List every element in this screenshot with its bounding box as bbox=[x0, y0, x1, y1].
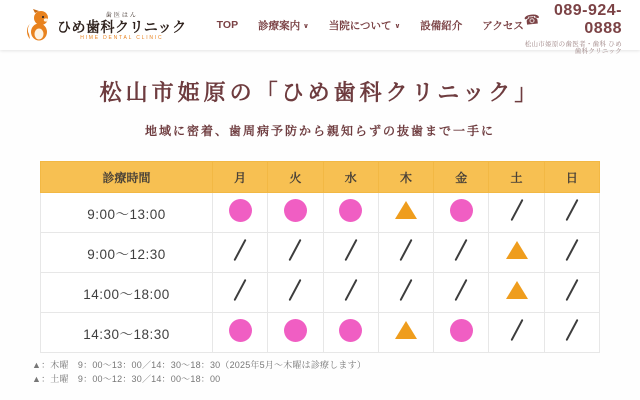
footnote: ▲：土曜 9：00〜12：30／14：00〜18：00 bbox=[32, 373, 221, 384]
circle-icon bbox=[284, 199, 307, 222]
mascot-dog-icon bbox=[26, 9, 53, 41]
slash-mark-cell bbox=[544, 273, 599, 313]
nav-item-setsubi[interactable]: 設備紹介 bbox=[420, 19, 463, 32]
slash-mark-cell bbox=[323, 273, 378, 313]
chevron-down-icon: ∨ bbox=[394, 22, 401, 30]
schedule-header-day: 水 bbox=[323, 162, 378, 193]
slash-icon bbox=[344, 279, 357, 301]
time-range: 9:00〜12:30 bbox=[41, 233, 213, 273]
slash-icon bbox=[289, 279, 302, 301]
slash-mark-cell bbox=[213, 273, 268, 313]
slash-icon bbox=[565, 279, 578, 301]
slash-icon bbox=[565, 319, 578, 341]
logo[interactable] bbox=[26, 9, 187, 41]
footnote: ▲：木曜 9：00〜13：00／14：30〜18：30（2025年5月〜木曜は診療します） bbox=[32, 360, 367, 370]
slash-icon bbox=[565, 199, 578, 221]
schedule-body bbox=[41, 193, 600, 353]
schedule-header-day: 日 bbox=[544, 162, 599, 193]
circle-icon bbox=[284, 319, 307, 342]
circle-icon bbox=[229, 199, 252, 222]
nav-item-about[interactable]: 当院について ∨ bbox=[328, 19, 401, 32]
slash-icon bbox=[455, 279, 468, 301]
main-nav bbox=[217, 18, 524, 33]
circle-mark-cell bbox=[268, 193, 323, 233]
hero-section bbox=[0, 50, 640, 139]
schedule-row bbox=[41, 313, 600, 353]
schedule-row bbox=[41, 233, 600, 273]
circle-mark-cell bbox=[323, 193, 378, 233]
circle-icon bbox=[339, 319, 362, 342]
slash-icon bbox=[510, 199, 523, 221]
slash-mark-cell bbox=[489, 193, 544, 233]
slash-mark-cell bbox=[489, 313, 544, 353]
schedule-header-day: 月 bbox=[213, 162, 268, 193]
time-range: 14:00〜18:00 bbox=[41, 273, 213, 313]
phone-icon: ☎ bbox=[523, 10, 541, 28]
slash-mark-cell bbox=[544, 233, 599, 273]
triangle-mark-cell bbox=[378, 193, 433, 233]
circle-icon bbox=[450, 319, 473, 342]
page-title: 松山市姫原の「ひめ歯科クリニック」 bbox=[99, 80, 541, 105]
slash-mark-cell bbox=[213, 233, 268, 273]
triangle-mark-cell bbox=[489, 233, 544, 273]
schedule-header-time: 診療時間 bbox=[41, 162, 213, 193]
schedule-table bbox=[40, 161, 600, 353]
slash-icon bbox=[565, 239, 578, 261]
schedule-row bbox=[41, 273, 600, 313]
circle-mark-cell bbox=[213, 313, 268, 353]
logo-tagline: 歯医はん bbox=[105, 13, 138, 19]
circle-icon bbox=[229, 319, 252, 342]
triangle-mark-cell bbox=[378, 313, 433, 353]
logo-text bbox=[57, 13, 187, 41]
circle-mark-cell bbox=[434, 193, 489, 233]
slash-icon bbox=[234, 279, 247, 301]
logo-subtitle: HIME DENTAL CLINIC bbox=[80, 35, 164, 41]
site-header bbox=[0, 0, 640, 56]
nav-item-shinryo[interactable]: 診療案内 ∨ bbox=[258, 19, 309, 32]
schedule-row bbox=[41, 193, 600, 233]
phone-number-link[interactable]: 089-924-0888 bbox=[553, 1, 622, 38]
slash-mark-cell bbox=[268, 273, 323, 313]
slash-mark-cell bbox=[434, 273, 489, 313]
slash-icon bbox=[399, 239, 412, 261]
slash-icon bbox=[344, 239, 357, 261]
triangle-icon bbox=[506, 281, 528, 299]
schedule-header-day: 木 bbox=[378, 162, 433, 193]
slash-mark-cell bbox=[544, 193, 599, 233]
schedule-header-row bbox=[41, 162, 600, 193]
logo-name: ひめ歯科クリニック bbox=[57, 19, 187, 35]
schedule-table-wrap bbox=[40, 161, 600, 353]
triangle-icon bbox=[395, 201, 417, 219]
time-range: 14:30〜18:30 bbox=[41, 313, 213, 353]
slash-icon bbox=[234, 239, 247, 261]
slash-icon bbox=[455, 239, 468, 261]
schedule-header-day: 土 bbox=[489, 162, 544, 193]
phone-box bbox=[524, 0, 622, 56]
triangle-mark-cell bbox=[489, 273, 544, 313]
page-subtitle: 地域に密着、歯周病予防から親知らずの抜歯まで一手に bbox=[144, 124, 495, 138]
circle-mark-cell bbox=[323, 313, 378, 353]
time-range: 9:00〜13:00 bbox=[41, 193, 213, 233]
circle-icon bbox=[339, 199, 362, 222]
nav-item-access[interactable]: アクセス bbox=[482, 19, 524, 32]
slash-icon bbox=[510, 319, 523, 341]
slash-mark-cell bbox=[323, 233, 378, 273]
slash-mark-cell bbox=[544, 313, 599, 353]
schedule-header-day: 火 bbox=[268, 162, 323, 193]
footnotes bbox=[32, 359, 640, 387]
nav-item-top[interactable]: TOP bbox=[216, 19, 239, 31]
slash-mark-cell bbox=[378, 233, 433, 273]
slash-mark-cell bbox=[378, 273, 433, 313]
circle-mark-cell bbox=[434, 313, 489, 353]
phone-tagline: 松山市姫原の歯医者・歯科 ひめ歯科クリニック bbox=[524, 40, 622, 56]
circle-icon bbox=[450, 199, 473, 222]
slash-mark-cell bbox=[434, 233, 489, 273]
triangle-icon bbox=[395, 321, 417, 339]
triangle-icon bbox=[506, 241, 528, 259]
slash-mark-cell bbox=[268, 233, 323, 273]
circle-mark-cell bbox=[213, 193, 268, 233]
schedule-header-day: 金 bbox=[434, 162, 489, 193]
slash-icon bbox=[289, 239, 302, 261]
slash-icon bbox=[399, 279, 412, 301]
circle-mark-cell bbox=[268, 313, 323, 353]
chevron-down-icon: ∨ bbox=[303, 22, 309, 30]
